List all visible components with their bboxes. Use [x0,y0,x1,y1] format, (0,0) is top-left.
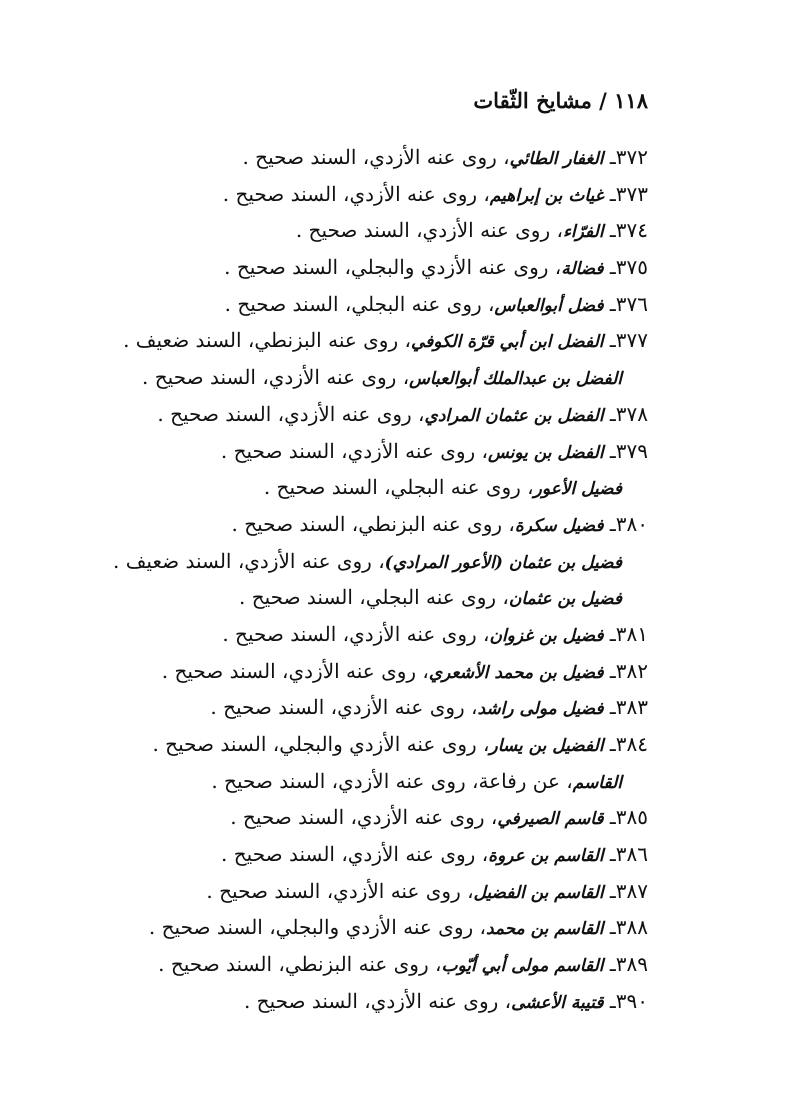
narrator-sub-entry [48,543,648,580]
entry-description: ، روى عنه الأزدي، السند صحيح . [222,621,490,646]
narrator-name: فضل أبوالعباس [494,295,604,316]
entry-number: ٣٨٣ـ [603,695,648,720]
narrator-entry [48,983,648,1020]
narrator-name: القاسم بن محمد [485,919,604,940]
narrator-name: فضالة [561,259,604,280]
narrator-name: الفرّاء [562,222,604,243]
book-title: مشايخ الثّقات [473,88,592,113]
entry-number: ٣٨٧ـ [603,878,648,903]
entry-description: ، روى عنه الأزدي، السند صحيح . [243,988,512,1013]
entry-description: ، روى عنه الأزدي، السند صحيح . [206,878,474,903]
narrator-entry [48,799,648,836]
narrator-name: الفضل بن يونس [488,442,604,463]
entry-number: ٣٨٤ـ [603,732,648,756]
entry-description: ، روى عنه الأزدي، السند صحيح . [295,218,563,243]
entry-description: ، روى عنه الأزدي، السند صحيح . [157,401,425,426]
entry-description: ، روى عنه الأزدي والبجلي، السند صحيح . [152,732,490,756]
entry-number: ٣٩٠ـ [603,988,648,1013]
narrator-entry [48,322,648,359]
narrator-name: الفضيل بن يسار [489,736,604,756]
entry-description: ، روى عنه الأزدي، السند صحيح . [142,365,410,390]
narrator-entry-list [48,139,648,1020]
page-number: ١١٨ [614,88,648,113]
entry-description: ، روى عنه الأزدي، السند صحيح . [222,181,490,206]
entry-description: ، روى عنه الأزدي، السند صحيح . [161,658,429,683]
entry-number: ٣٧٢ـ [603,145,648,169]
entry-description: ، روى عنه الأزدي والبجلي، السند صحيح . [224,255,562,280]
entry-number: ٣٧٩ـ [603,438,648,463]
narrator-entry [48,689,648,726]
entry-description: ، روى عنه البجلي، السند صحيح . [224,291,495,316]
narrator-entry [48,653,648,690]
narrator-sub-entry [48,579,648,616]
narrator-name: القاسم بن الفضيل [473,882,604,903]
narrator-entry [48,396,648,433]
narrator-entry [48,616,648,653]
entry-number: ٣٧٦ـ [603,291,648,316]
narrator-entry [48,433,648,470]
entry-description: ، روى عنه البزنطي، السند ضعيف . [123,328,411,353]
entry-number: ٣٨١ـ [603,621,648,646]
narrator-name: قاسم الصيرفي [497,809,604,830]
entry-description: ، روى عنه الأزدي، السند صحيح . [220,438,488,463]
narrator-name: القاسم مولى أبي أيّوب [441,956,604,977]
entry-description: ، روى عنه الأزدي، السند صحيح . [221,842,489,867]
entry-number: ٣٨٩ـ [603,952,648,977]
narrator-name: فضيل بن عثمان [508,589,622,610]
narrator-name: فضيل مولى راشد [477,699,604,720]
narrator-sub-entry [48,763,648,800]
narrator-name: القاسم [572,772,622,793]
narrator-entry [48,946,648,983]
entry-number: ٣٧٧ـ [603,328,648,353]
entry-description: ، روى عنه البزنطي، السند صحيح . [231,511,515,536]
narrator-entry [48,726,648,763]
narrator-name: فضيل بن غزوان [489,625,604,646]
narrator-name: غياث بن إبراهيم [489,185,604,206]
entry-description: ، روى عنه الأزدي، السند ضعيف . [113,548,385,573]
narrator-name: فضيل بن عثمان (الأعور المرادي) [384,552,622,573]
narrator-name: الفضل ابن أبي قرّة الكوفي [410,332,604,353]
narrator-entry [48,873,648,910]
entry-number: ٣٨٦ـ [603,842,648,867]
narrator-name: القاسم بن عروة [488,846,604,867]
narrator-entry [48,139,648,176]
narrator-entry [48,909,648,946]
narrator-entry [48,286,648,323]
entry-number: ٣٧٥ـ [603,255,648,280]
narrator-name: قتيبة الأعشى [511,992,604,1013]
entry-number: ٣٨٢ـ [603,658,648,683]
entry-description: ، روى عنه الأزدي، السند صحيح . [210,695,478,720]
entry-number: ٣٨٨ـ [603,915,648,940]
entry-description: ، عن رفاعة، روى عنه الأزدي، السند صحيح . [211,768,573,793]
narrator-sub-entry [48,469,648,506]
narrator-name: الغفار الطائي [509,149,604,169]
narrator-name: فضيل بن محمد الأشعري [428,662,604,683]
entry-number: ٣٧٨ـ [603,401,648,426]
narrator-name: الفضل بن عبدالملك أبوالعباس [409,369,622,390]
entry-number: ٣٨٠ـ [603,511,648,536]
entry-description: ، روى عنه البزنطي، السند صحيح . [158,952,442,977]
header-separator: / [591,88,615,113]
narrator-entry [48,506,648,543]
narrator-entry [48,836,648,873]
entry-description: ، روى عنه البجلي، السند صحيح . [239,585,509,610]
narrator-name: الفضل بن عثمان المرادي [424,405,604,426]
entry-number: ٣٧٤ـ [603,218,648,243]
narrator-name: فضيل الأعور [533,479,622,500]
running-header [473,86,648,116]
entry-number: ٣٧٣ـ [603,181,648,206]
entry-description: ، روى عنه الأزدي، السند صحيح . [242,145,510,169]
narrator-entry [48,249,648,286]
entry-number: ٣٨٥ـ [603,805,648,830]
narrator-entry [48,212,648,249]
narrator-entry [48,176,648,213]
entry-description: ، روى عنه البجلي، السند صحيح . [263,475,534,500]
narrator-sub-entry [48,359,648,396]
entry-description: ، روى عنه الأزدي والبجلي، السند صحيح . [148,915,486,940]
narrator-name: فضيل سكرة [514,515,604,536]
entry-description: ، روى عنه الأزدي، السند صحيح . [230,805,498,830]
